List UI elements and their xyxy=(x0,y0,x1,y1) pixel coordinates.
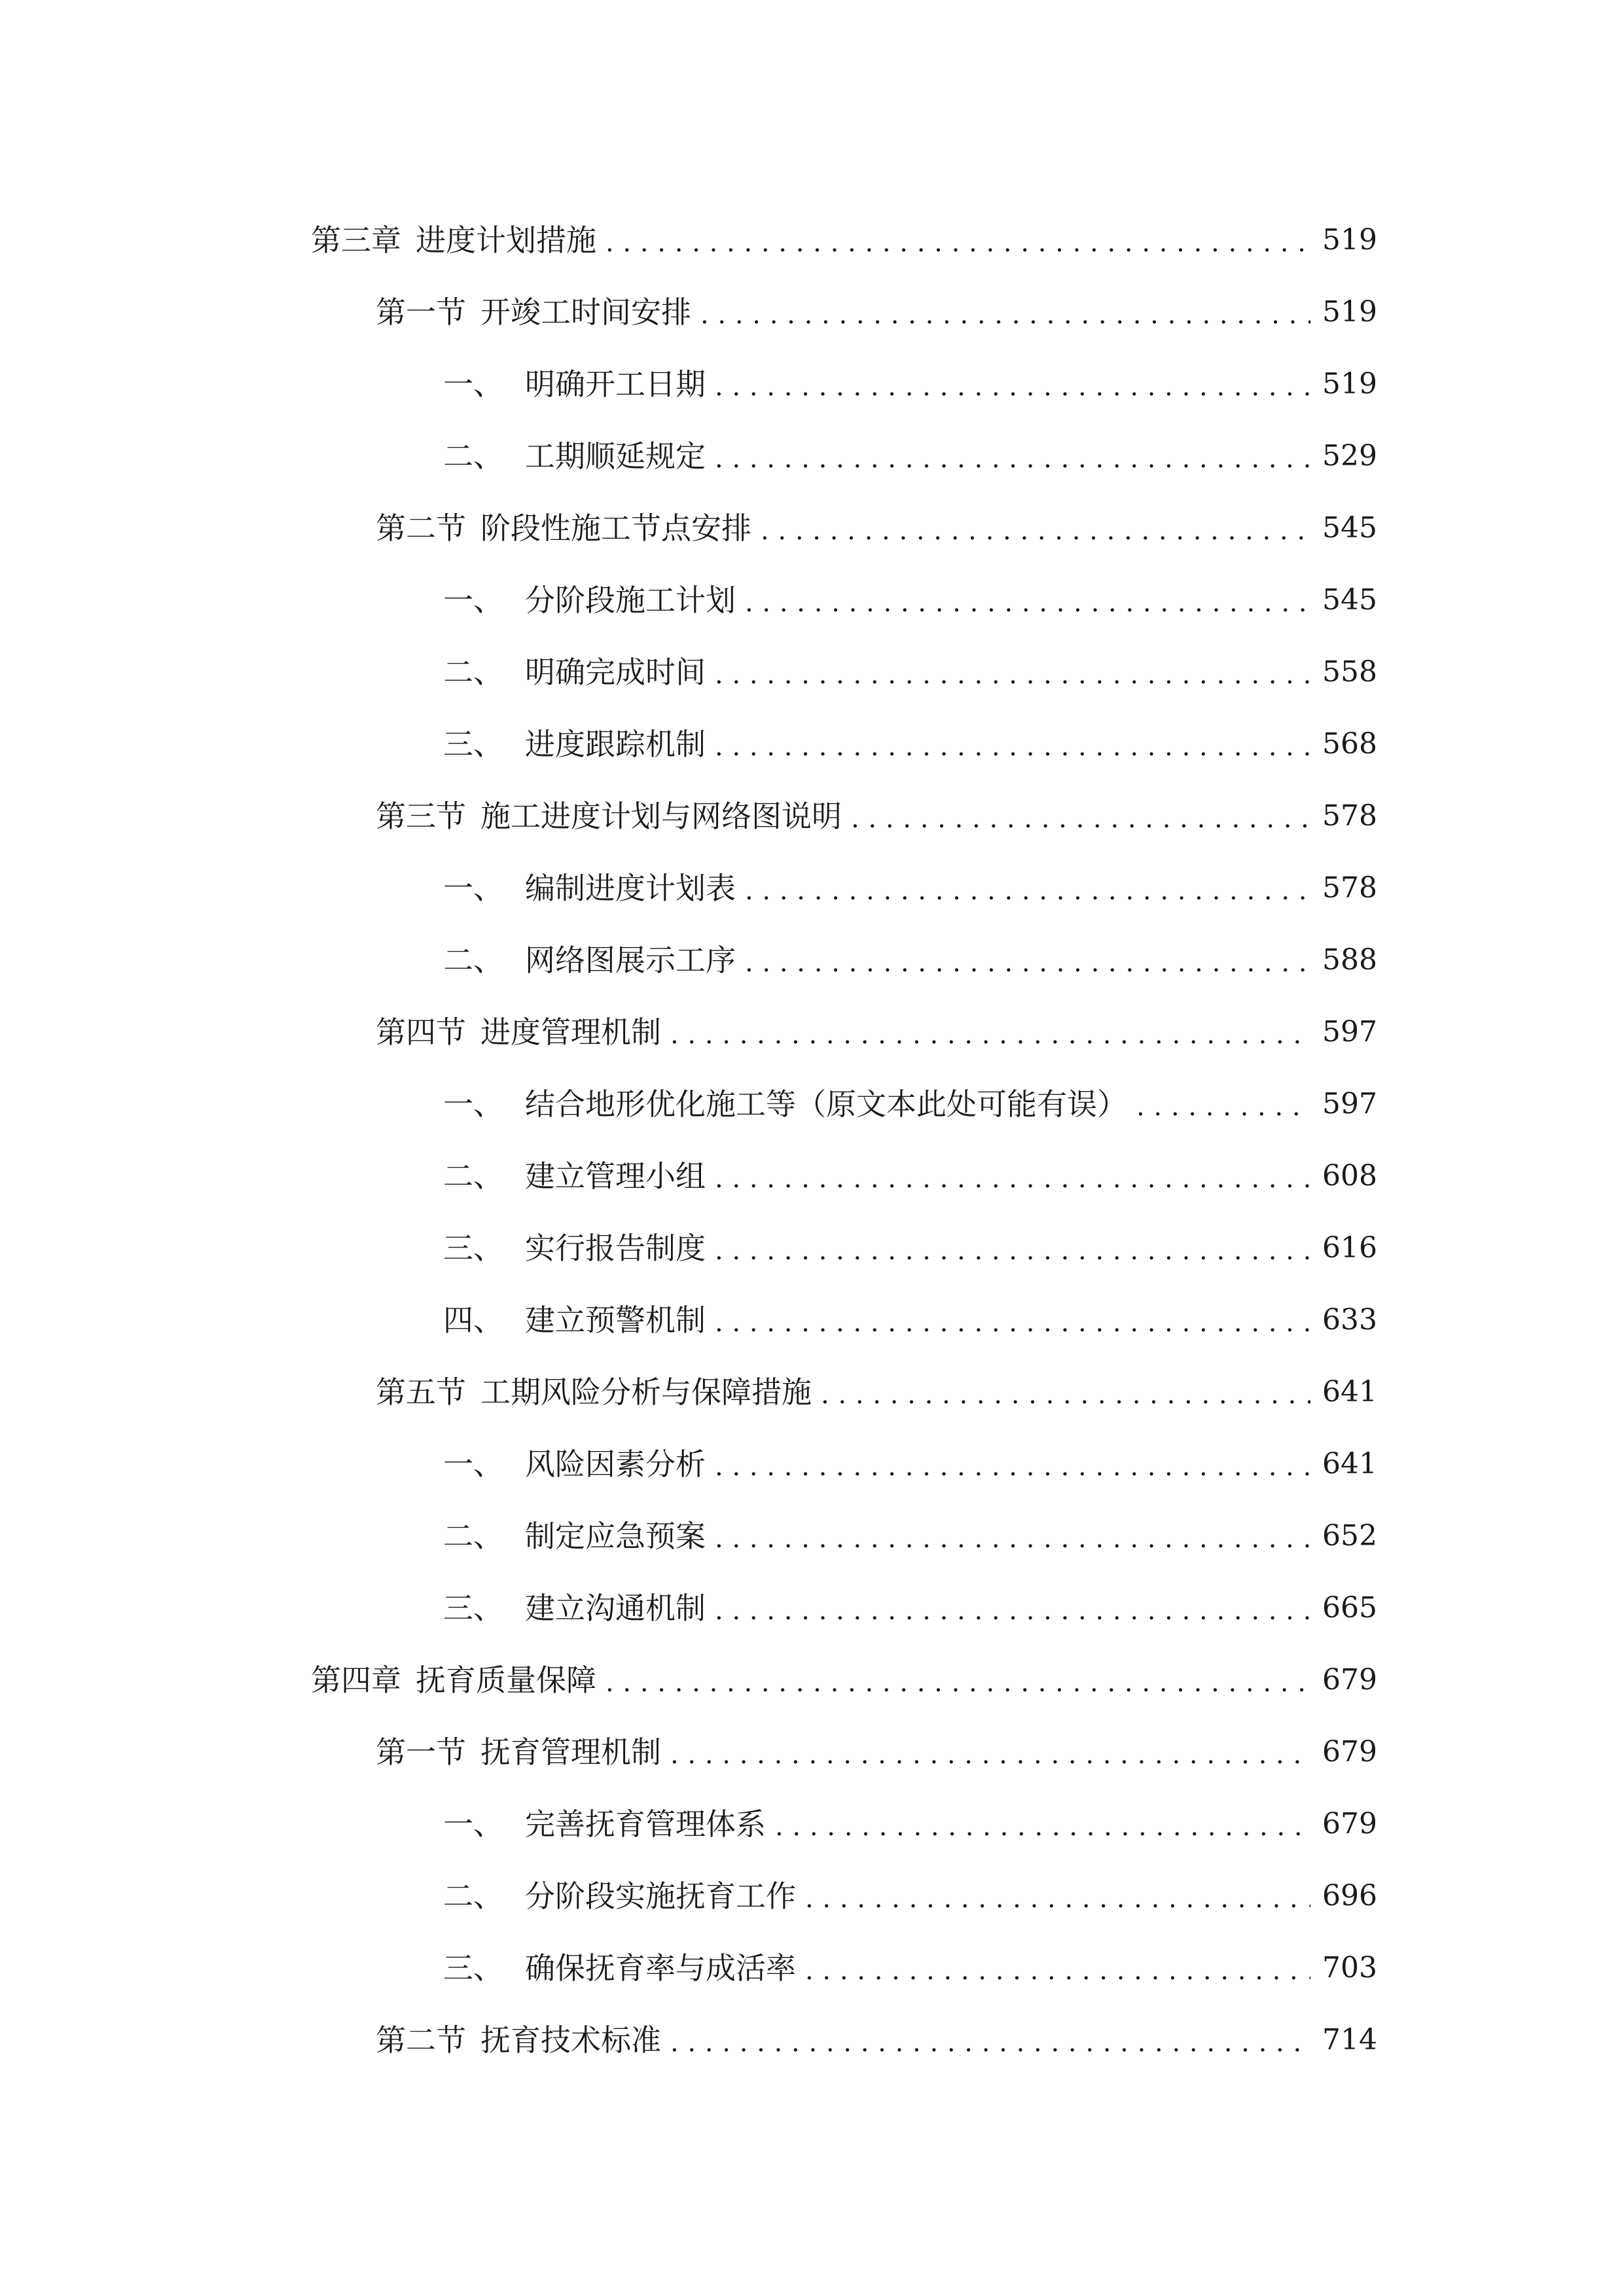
toc-entry-heading xyxy=(443,439,706,474)
toc-entry-number: 第三节 xyxy=(376,798,466,834)
toc-entry[interactable] xyxy=(0,1788,1375,1860)
toc-entry[interactable] xyxy=(0,204,1375,276)
toc-entry-number: 一、 xyxy=(443,1086,503,1122)
dot-leader xyxy=(715,734,1310,760)
dot-leader xyxy=(715,662,1310,688)
toc-entry-number: 二、 xyxy=(443,1878,503,1914)
toc-entry-heading xyxy=(376,295,691,330)
toc-entry[interactable] xyxy=(0,1140,1375,1212)
toc-entry-page-number: 616 xyxy=(1322,1231,1377,1265)
table-of-contents xyxy=(0,204,1624,2076)
toc-entry[interactable] xyxy=(0,1212,1375,1284)
toc-entry-number: 四、 xyxy=(443,1302,503,1338)
toc-entry-title: 施工进度计划与网络图说明 xyxy=(480,798,842,834)
toc-entry-number: 第二节 xyxy=(376,511,466,546)
toc-entry-heading xyxy=(443,1302,706,1338)
toc-entry-number: 一、 xyxy=(443,870,503,906)
toc-entry[interactable] xyxy=(0,492,1375,564)
toc-entry-heading xyxy=(311,223,596,258)
toc-entry[interactable] xyxy=(0,1716,1375,1788)
toc-entry-title: 工期风险分析与保障措施 xyxy=(480,1374,812,1410)
toc-entry-heading xyxy=(443,726,706,762)
dot-leader xyxy=(821,1382,1310,1408)
toc-entry[interactable] xyxy=(0,1284,1375,1356)
toc-entry-heading xyxy=(443,1230,706,1266)
toc-entry-page-number: 641 xyxy=(1322,1447,1377,1480)
toc-entry[interactable] xyxy=(0,780,1375,852)
dot-leader xyxy=(715,374,1310,400)
dot-leader xyxy=(761,518,1310,544)
toc-entry-page-number: 588 xyxy=(1322,943,1377,977)
toc-entry-page-number: 519 xyxy=(1322,295,1377,329)
dot-leader xyxy=(745,950,1310,976)
toc-entry-title: 网络图展示工序 xyxy=(525,942,736,978)
toc-entry-number: 二、 xyxy=(443,1518,503,1554)
toc-entry-title: 进度跟踪机制 xyxy=(525,726,706,762)
toc-entry-page-number: 578 xyxy=(1322,799,1377,833)
toc-entry[interactable] xyxy=(0,1356,1375,1428)
dot-leader xyxy=(805,1886,1310,1912)
toc-entry-page-number: 679 xyxy=(1322,1807,1377,1840)
toc-entry-heading xyxy=(443,1806,766,1842)
toc-entry-number: 一、 xyxy=(443,583,503,618)
dot-leader xyxy=(715,1166,1310,1192)
toc-entry-number: 第一节 xyxy=(376,1734,466,1770)
toc-entry-number: 三、 xyxy=(443,726,503,762)
dot-leader xyxy=(670,1742,1310,1768)
toc-entry[interactable] xyxy=(0,1500,1375,1572)
toc-entry-heading xyxy=(376,1734,661,1770)
toc-entry-page-number: 519 xyxy=(1322,367,1377,401)
toc-entry-heading xyxy=(443,942,736,978)
toc-entry-heading xyxy=(443,870,736,906)
dot-leader xyxy=(715,1598,1310,1624)
toc-entry-number: 三、 xyxy=(443,1950,503,1986)
toc-entry-page-number: 679 xyxy=(1322,1663,1377,1696)
toc-entry[interactable] xyxy=(0,924,1375,996)
toc-entry-page-number: 679 xyxy=(1322,1735,1377,1768)
dot-leader xyxy=(670,1022,1310,1048)
dot-leader xyxy=(715,1526,1310,1552)
toc-entry-heading xyxy=(443,1518,706,1554)
toc-entry-title: 制定应急预案 xyxy=(525,1518,706,1554)
toc-entry-title: 分阶段施工计划 xyxy=(525,583,736,618)
toc-entry-title: 抚育质量保障 xyxy=(416,1662,596,1698)
toc-entry-title: 完善抚育管理体系 xyxy=(525,1806,766,1842)
toc-entry[interactable] xyxy=(0,1572,1375,1644)
toc-entry-title: 结合地形优化施工等（原文本此处可能有误） xyxy=(525,1086,1127,1122)
toc-entry-title: 进度计划措施 xyxy=(416,223,596,258)
toc-entry-title: 抚育技术标准 xyxy=(480,2022,661,2058)
toc-entry-number: 第二节 xyxy=(376,2022,466,2058)
toc-entry-title: 风险因素分析 xyxy=(525,1446,706,1482)
toc-entry-page-number: 578 xyxy=(1322,871,1377,905)
toc-entry-page-number: 519 xyxy=(1322,223,1377,257)
toc-entry-page-number: 545 xyxy=(1322,511,1377,545)
toc-entry-title: 建立管理小组 xyxy=(525,1158,706,1194)
dot-leader xyxy=(851,806,1310,832)
toc-entry-number: 二、 xyxy=(443,1158,503,1194)
toc-entry-page-number: 568 xyxy=(1322,727,1377,761)
toc-entry-title: 进度管理机制 xyxy=(480,1014,661,1050)
toc-entry-heading xyxy=(443,367,706,402)
toc-entry-page-number: 714 xyxy=(1322,2023,1377,2056)
dot-leader xyxy=(775,1814,1310,1840)
toc-entry-title: 建立预警机制 xyxy=(525,1302,706,1338)
toc-entry-heading xyxy=(376,1014,661,1050)
toc-entry-number: 一、 xyxy=(443,1806,503,1842)
toc-entry-page-number: 529 xyxy=(1322,439,1377,473)
dot-leader xyxy=(745,590,1310,616)
toc-entry[interactable] xyxy=(0,1428,1375,1500)
toc-entry-title: 明确完成时间 xyxy=(525,655,706,690)
toc-entry[interactable] xyxy=(0,1860,1375,1932)
toc-entry-heading xyxy=(376,798,842,834)
toc-entry-heading xyxy=(443,1086,1127,1122)
toc-entry-title: 分阶段实施抚育工作 xyxy=(525,1878,796,1914)
toc-entry-number: 三、 xyxy=(443,1230,503,1266)
toc-entry-page-number: 633 xyxy=(1322,1303,1377,1336)
toc-entry-heading xyxy=(311,1662,596,1698)
toc-entry-page-number: 703 xyxy=(1322,1951,1377,1984)
toc-entry-page-number: 597 xyxy=(1322,1087,1377,1121)
dot-leader xyxy=(715,1310,1310,1336)
dot-leader xyxy=(670,2030,1310,2056)
toc-entry-number: 一、 xyxy=(443,367,503,402)
toc-entry-number: 二、 xyxy=(443,942,503,978)
dot-leader xyxy=(715,1238,1310,1264)
dot-leader xyxy=(805,1958,1310,1984)
toc-entry[interactable] xyxy=(0,708,1375,780)
toc-entry-heading xyxy=(443,1950,796,1986)
toc-entry-heading xyxy=(443,1446,706,1482)
toc-entry[interactable] xyxy=(0,1068,1375,1140)
toc-entry-page-number: 545 xyxy=(1322,583,1377,617)
dot-leader xyxy=(605,1670,1310,1696)
toc-entry-heading xyxy=(376,2022,661,2058)
toc-entry-number: 第四章 xyxy=(311,1662,401,1698)
dot-leader xyxy=(715,1454,1310,1480)
toc-entry-heading xyxy=(376,1374,812,1410)
toc-entry-page-number: 665 xyxy=(1322,1591,1377,1624)
toc-entry[interactable] xyxy=(0,1644,1375,1716)
toc-entry[interactable] xyxy=(0,996,1375,1068)
toc-entry-page-number: 597 xyxy=(1322,1015,1377,1049)
toc-entry-title: 建立沟通机制 xyxy=(525,1590,706,1626)
toc-entry[interactable] xyxy=(0,2004,1375,2076)
toc-entry-page-number: 608 xyxy=(1322,1159,1377,1193)
toc-entry-number: 二、 xyxy=(443,655,503,690)
toc-entry-heading xyxy=(443,1158,706,1194)
toc-entry-heading xyxy=(443,583,736,618)
toc-entry-title: 实行报告制度 xyxy=(525,1230,706,1266)
dot-leader xyxy=(1136,1094,1310,1120)
toc-entry[interactable] xyxy=(0,420,1375,492)
toc-entry-page-number: 641 xyxy=(1322,1375,1377,1408)
dot-leader xyxy=(605,230,1310,256)
dot-leader xyxy=(715,446,1310,472)
toc-entry[interactable] xyxy=(0,852,1375,924)
toc-entry-title: 明确开工日期 xyxy=(525,367,706,402)
toc-entry-number: 第四节 xyxy=(376,1014,466,1050)
toc-entry-page-number: 696 xyxy=(1322,1879,1377,1912)
toc-entry-title: 编制进度计划表 xyxy=(525,870,736,906)
toc-entry-heading xyxy=(443,1878,796,1914)
toc-entry[interactable] xyxy=(0,348,1375,420)
toc-entry-number: 第三章 xyxy=(311,223,401,258)
toc-entry-heading xyxy=(443,1590,706,1626)
toc-entry-heading xyxy=(443,655,706,690)
toc-entry[interactable] xyxy=(0,564,1375,636)
toc-entry[interactable] xyxy=(0,1932,1375,2004)
toc-entry[interactable] xyxy=(0,276,1375,348)
toc-entry-page-number: 558 xyxy=(1322,655,1377,689)
toc-entry-number: 三、 xyxy=(443,1590,503,1626)
toc-entry-title: 工期顺延规定 xyxy=(525,439,706,474)
toc-entry-title: 确保抚育率与成活率 xyxy=(525,1950,796,1986)
toc-entry-number: 第五节 xyxy=(376,1374,466,1410)
toc-entry-number: 第一节 xyxy=(376,295,466,330)
dot-leader xyxy=(745,878,1310,904)
toc-entry-heading xyxy=(376,511,751,546)
toc-entry-page-number: 652 xyxy=(1322,1519,1377,1552)
dot-leader xyxy=(700,302,1310,328)
toc-entry-number: 二、 xyxy=(443,439,503,474)
toc-entry-title: 开竣工时间安排 xyxy=(480,295,691,330)
toc-entry-title: 阶段性施工节点安排 xyxy=(480,511,751,546)
toc-entry-number: 一、 xyxy=(443,1446,503,1482)
toc-entry[interactable] xyxy=(0,636,1375,708)
toc-entry-title: 抚育管理机制 xyxy=(480,1734,661,1770)
